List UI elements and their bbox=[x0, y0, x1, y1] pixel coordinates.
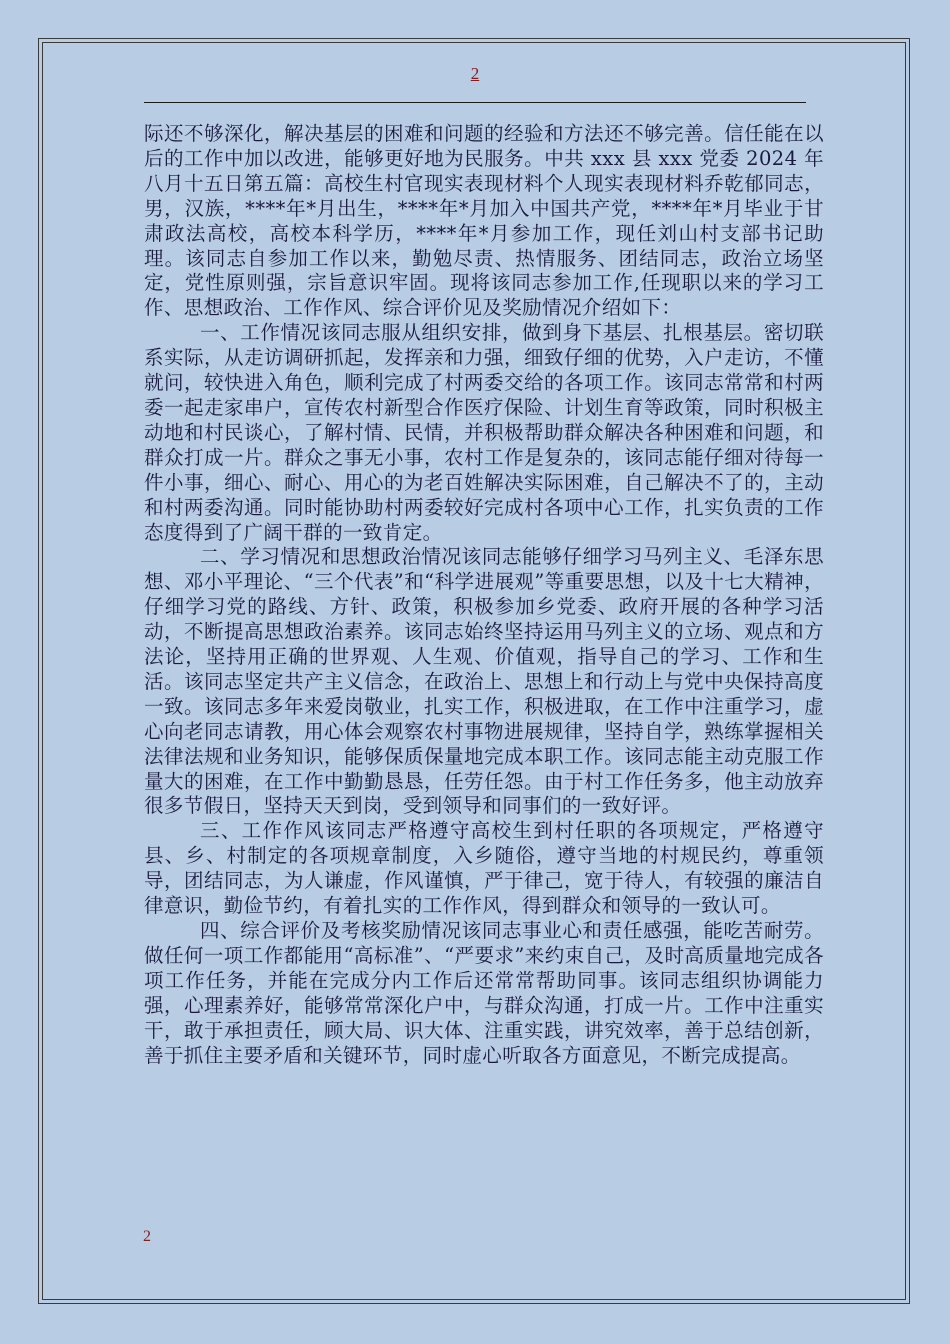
paragraph-evaluation: 四、综合评价及考核奖励情况该同志事业心和责任感强，能吃苦耐劳。做任何一项工作都能用“高标准”、“严要求”来约束自己，及时高质量地完成各项工作任务，并能在完成分内工作后还常常帮助同事。该同志组织协调能力强，心理素养好，能够常常深化户中，与群众沟通，打成一片。工作中注重实干，敢于承担责任，顾大局、识大体、注重实践，讲究效率，善于总结创新，善于抓住主要矛盾和关键环节，同时虚心听取各方面意见，不断完成提高。 bbox=[144, 919, 824, 1067]
header-page-number: 2 bbox=[470, 64, 480, 83]
header-rule bbox=[144, 102, 806, 103]
paragraph-work-style: 三、工作作风该同志严格遵守高校生到村任职的各项规定，严格遵守县、乡、村制定的各项规章制度，入乡随俗，遵守当地的村规民约，尊重领导，团结同志，为人谦虚，作风谨慎，严于律己，宽于待人，有较强的廉洁自律意识，勤俭节约，有着扎实的工作作风，得到群众和领导的一致认可。 bbox=[144, 819, 824, 918]
paragraph-intro: 际还不够深化，解决基层的困难和问题的经验和方法还不够完善。信任能在以后的工作中加以改进，能够更好地为民服务。中共 xxx 县 xxx 党委 2024 年八月十五日第五篇：高校生村官现实表现材料个人现实表现材料乔乾郁同志，男，汉族，****年*月出生，****年*月加入中国共产党，****年*月毕业于甘肃政法高校，高校本科学历，****年*月参加工作，现任刘山村支部书记助理。该同志自参加工作以来，勤勉尽责、热情服务、团结同志，政治立场坚定，党性原则强，宗旨意识牢固。现将该同志参加工作,任现职以来的学习工作、思想政治、工作作风、综合评价见及奖励情况介绍如下： bbox=[144, 122, 824, 320]
document-body bbox=[144, 122, 824, 1068]
footer-page-number: 2 bbox=[143, 1228, 151, 1245]
paragraph-work-situation: 一、工作情况该同志服从组织安排，做到身下基层、扎根基层。密切联系实际，从走访调研抓起，发挥亲和力强，细致仔细的优势，入户走访，不懂就问，较快进入角色，顺利完成了村两委交给的各项工作。该同志常常和村两委一起走家串户，宣传农村新型合作医疗保险、计划生育等政策，同时积极主动地和村民谈心，了解村情、民情，并积极帮助群众解决各种困难和问题，和群众打成一片。群众之事无小事，农村工作是复杂的，该同志能仔细对待每一件小事，细心、耐心、用心的为老百姓解决实际困难，自己解决不了的，主动和村两委沟通。同时能协助村两委较好完成村各项中心工作，扎实负责的工作态度得到了广阔干群的一致肯定。 bbox=[144, 321, 824, 544]
paragraph-study-politics: 二、学习情况和思想政治情况该同志能够仔细学习马列主义、毛泽东思想、邓小平理论、“三个代表”和“科学进展观”等重要思想，以及十七大精神，仔细学习党的路线、方针、政策，积极参加乡党委、政府开展的各种学习活动，不断提高思想政治素养。该同志始终坚持运用马列主义的立场、观点和方法论，坚持用正确的世界观、人生观、价值观，指导自己的学习、工作和生活。该同志坚定共产主义信念，在政治上、思想上和行动上与党中央保持高度一致。该同志多年来爱岗敬业，扎实工作，积极进取，在工作中注重学习，虚心向老同志请教，用心体会观察农村事物进展规律，坚持自学，熟练掌握相关法律法规和业务知识，能够保质保量地完成本职工作。该同志能主动克服工作量大的困难，在工作中勤勤恳恳，任劳任怨。由于村工作任务多，他主动放弃很多节假日，坚持天天到岗，受到领导和同事们的一致好评。 bbox=[144, 545, 824, 818]
